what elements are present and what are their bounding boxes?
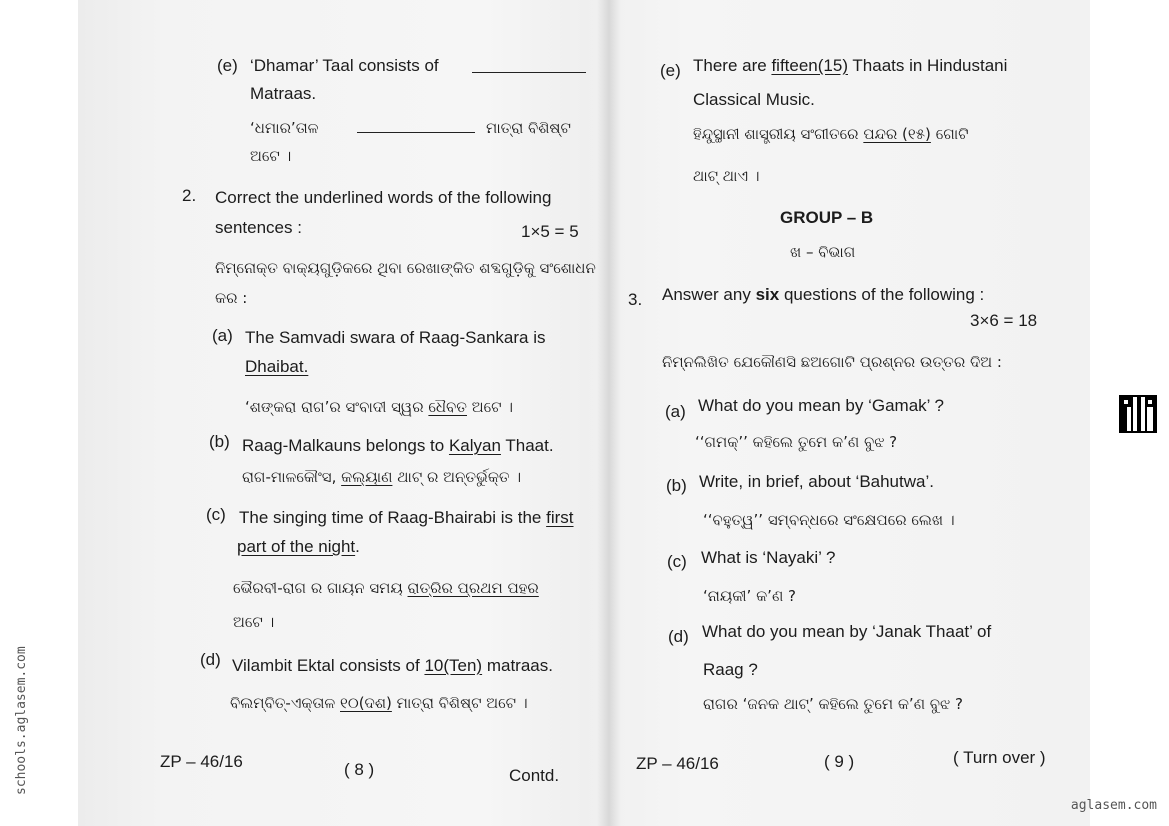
q3a-text: What do you mean by ‘Gamak’ ?	[698, 396, 944, 415]
q3b-label: (b)	[666, 476, 687, 495]
q3-number: 3.	[628, 290, 643, 309]
answer-blank	[472, 72, 586, 73]
brand-watermark: aglasem.com	[1070, 798, 1157, 813]
q1e-odia-left-3: ଅଟେ ।	[250, 147, 292, 165]
footer-note-right: ( Turn over )	[953, 748, 1046, 767]
footer-page-right: ( 9 )	[824, 752, 855, 771]
q2c-text-1: The singing time of Raag-Bhairabi is the first	[239, 508, 574, 527]
q1e-odia-right-2: ଥାଟ୍ ଥାଏ ।	[693, 167, 760, 185]
q2a-text-1: The Samvadi swara of Raag-Sankara is	[245, 328, 546, 347]
q1e-odia-left-1: ‘ଧମାର’ତାଳ	[250, 119, 319, 137]
page-fold	[597, 0, 621, 826]
q1e-label-right: (e)	[660, 61, 681, 80]
q2-text-1: Correct the underlined words of the following	[215, 188, 552, 207]
q1e-odia-left-2: ମାତ୍ରା ବିଶିଷ୍ଟ	[486, 119, 571, 137]
q1e-label-left: (e)	[217, 56, 238, 75]
q2b-text: Raag-Malkauns belongs to Kalyan Thaat.	[242, 436, 554, 455]
q2-odia-1: ନିମ୍ନୋକ୍ତ ବାକ୍ୟଗୁଡ଼ିକରେ ଥିବା ରେଖାଙ୍କିତ ଶବ୍ଦଗୁଡ଼ିକୁ ସଂଶୋଧନ	[215, 259, 596, 277]
q2b-odia: ରାଗ-ମାଳକୌଂସ, କଲ୍ୟାଣ ଥାଟ୍ ର ଅନ୍ତର୍ଭୁକ୍ତ ।	[242, 468, 522, 486]
q2c-odia-2: ଅଟେ ।	[233, 613, 275, 631]
q2-text-2: sentences :	[215, 218, 302, 237]
q2c-text-2: part of the night.	[237, 537, 360, 556]
footer-page-left: ( 8 )	[344, 760, 375, 779]
q3-text: Answer any six questions of the following :	[662, 285, 985, 304]
q2a-text-2: Dhaibat.	[245, 357, 309, 376]
qr-code-icon	[1119, 395, 1157, 433]
footer-code-left: ZP – 46/16	[160, 752, 243, 771]
group-title-odia: ଖ – ବିଭାଗ	[790, 243, 856, 261]
q2d-text: Vilambit Ektal consists of 10(Ten) matraas.	[232, 656, 553, 675]
q3c-text: What is ‘Nayaki’ ?	[701, 548, 836, 567]
q1e-text-left-2: Matraas.	[250, 84, 317, 103]
q3d-label: (d)	[668, 627, 689, 646]
q1e-text-right-2: Classical Music.	[693, 90, 815, 109]
group-title: GROUP – B	[780, 208, 874, 227]
side-watermark: schools.aglasem.com	[14, 646, 29, 796]
q3b-text: Write, in brief, about ‘Bahutwa’.	[699, 472, 934, 491]
q2-odia-2: କର :	[215, 289, 248, 307]
q2b-label: (b)	[209, 432, 230, 451]
q2a-label: (a)	[212, 326, 233, 345]
q3d-odia: ରାଗର ‘ଜନକ ଥାଟ୍’ କହିଲେ ତୁମେ କ’ଣ ବୁଝ ?	[703, 695, 963, 713]
q2-marks: 1×5 = 5	[521, 222, 579, 241]
q2d-label: (d)	[200, 650, 221, 669]
q2a-odia: ‘ଶଙ୍କରା ରାଗ’ର ସଂବାଦୀ ସ୍ୱର ଧୈବତ ଅଟେ ।	[245, 398, 514, 416]
footer-code-right: ZP – 46/16	[636, 754, 719, 773]
q3b-odia: ‘‘ବହୁତ୍ୱ’’ ସମ୍ବନ୍ଧରେ ସଂକ୍ଷେପରେ ଲେଖ ।	[703, 511, 955, 529]
answer-blank-odia	[357, 132, 475, 133]
q3d-text-1: What do you mean by ‘Janak Thaat’ of	[702, 622, 992, 641]
q1e-text-left: ‘Dhamar’ Taal consists of	[250, 56, 439, 75]
q2d-odia: ବିଲମ୍ବିତ୍-ଏକ୍ତାଳ ୧୦(ଦଶ) ମାତ୍ରା ବିଶିଷ୍ଟ ଅଟେ ।	[230, 694, 528, 712]
q3-marks: 3×6 = 18	[970, 311, 1038, 330]
footer-note-left: Contd.	[509, 766, 560, 785]
q3c-label: (c)	[667, 552, 687, 571]
q3d-text-2: Raag ?	[703, 660, 758, 679]
q3a-odia: ‘‘ଗମକ୍’’ କହିଲେ ତୁମେ କ’ଣ ବୁଝ ?	[695, 433, 898, 451]
q1e-text-right: There are fifteen(15) Thaats in Hindustani	[693, 56, 1008, 75]
q1e-odia-right-1: ହିନ୍ଦୁସ୍ଥାନୀ ଶାସ୍ତ୍ରୀୟ ସଂଗୀତରେ ପନ୍ଦର (୧୫) ଗୋଟି	[693, 125, 969, 143]
q2c-odia-1: ଭୈରବୀ-ରାଗ ର ଗାୟନ ସମୟ ରାତ୍ରିର ପ୍ରଥମ ପହର	[233, 579, 539, 597]
q3a-label: (a)	[665, 402, 686, 421]
q2-number: 2.	[182, 186, 197, 205]
q3-odia: ନିମ୍ନଲିଖିତ ଯେକୌଣସି ଛଅଗୋଟି ପ୍ରଶ୍ନର ଉତ୍ତର ଦିଅ :	[662, 353, 1002, 371]
q2c-label: (c)	[206, 505, 226, 524]
q3c-odia: ‘ନାୟକୀ’ କ’ଣ ?	[703, 587, 797, 605]
